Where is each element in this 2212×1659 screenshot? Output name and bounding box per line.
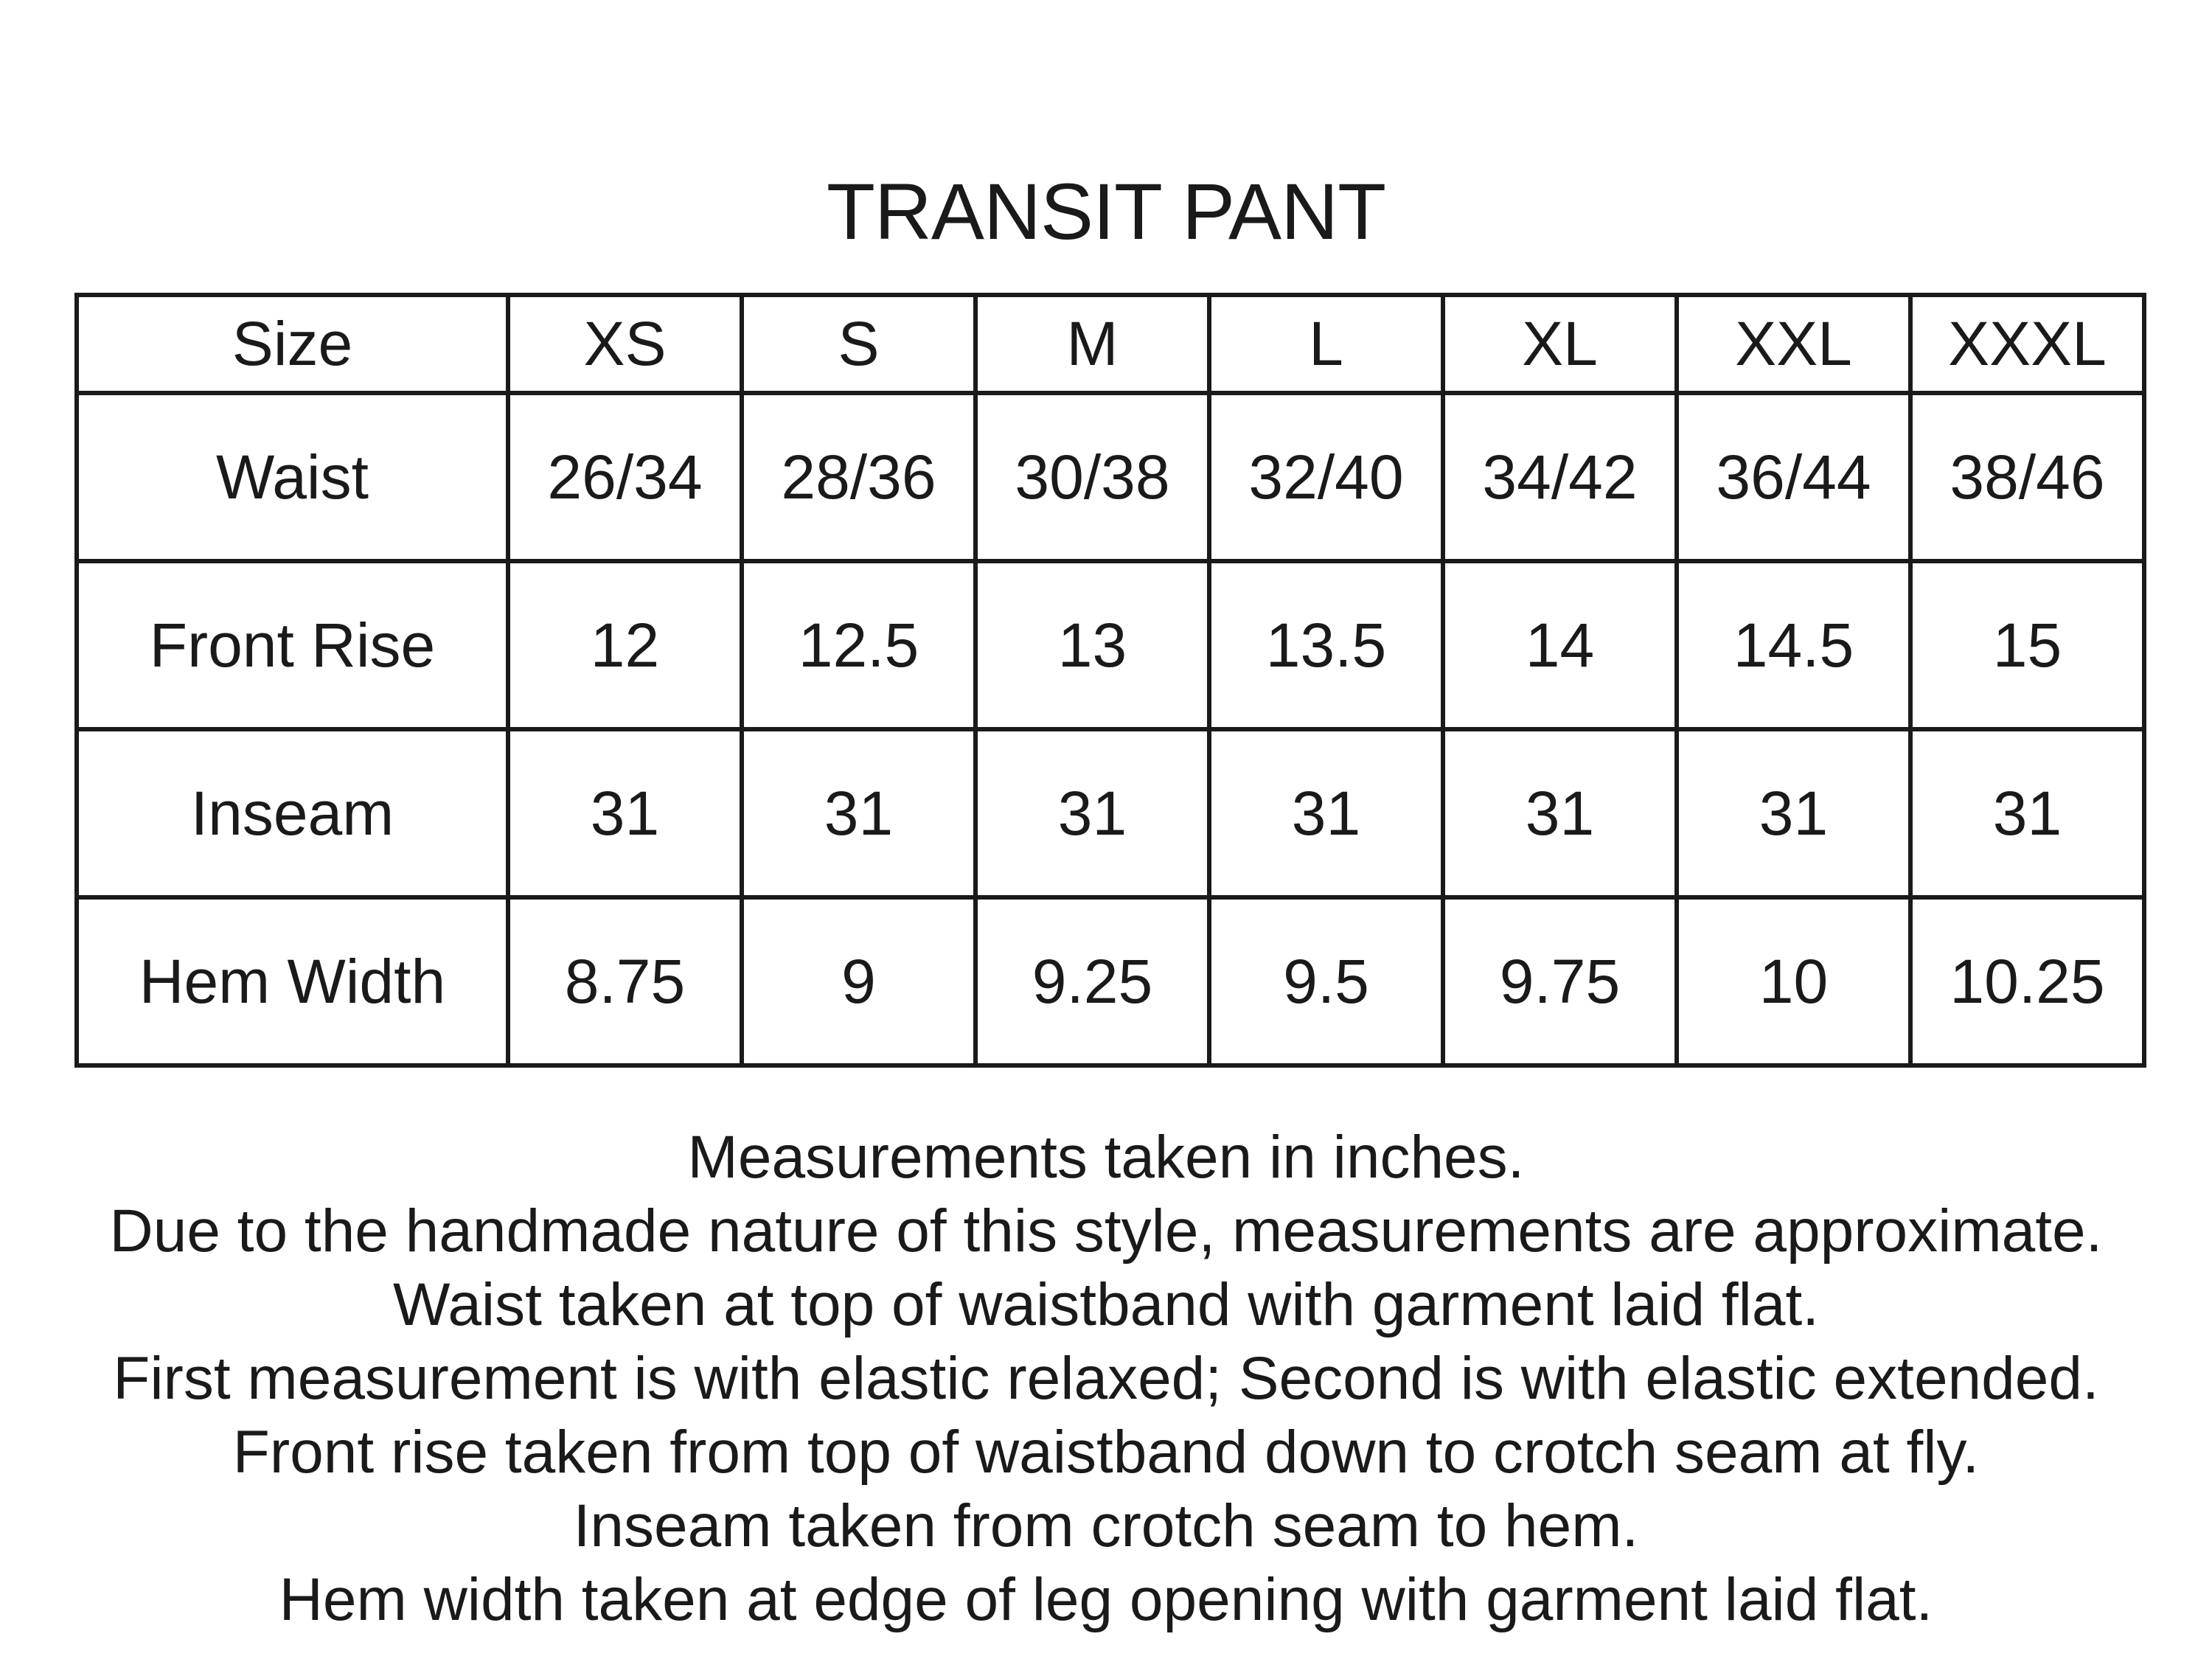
table-cell: 10 <box>1677 897 1910 1065</box>
size-header-cell: L <box>1209 295 1443 393</box>
table-cell: 14.5 <box>1677 561 1910 729</box>
table-cell: 9.5 <box>1209 897 1443 1065</box>
size-header-cell: S <box>742 295 975 393</box>
table-row-hem-width <box>77 897 2144 1065</box>
table-cell: 8.75 <box>508 897 742 1065</box>
table-cell: 12 <box>508 561 742 729</box>
size-header-label: Size <box>77 295 508 393</box>
table-cell: 26/34 <box>508 393 742 561</box>
table-cell: 9.75 <box>1443 897 1677 1065</box>
table-row-front-rise <box>77 561 2144 729</box>
table-cell: 31 <box>975 729 1209 897</box>
table-cell: 31 <box>742 729 975 897</box>
table-cell: 9 <box>742 897 975 1065</box>
table-header-row <box>77 295 2144 393</box>
table-cell: 10.25 <box>1910 897 2144 1065</box>
size-header-cell: XXXL <box>1910 295 2144 393</box>
note-line: Due to the handmade nature of this style, measurements are approximate. <box>109 1197 2103 1265</box>
table-cell: 13 <box>975 561 1209 729</box>
row-label: Waist <box>77 393 508 561</box>
row-label: Hem Width <box>77 897 508 1065</box>
table-cell: 31 <box>1910 729 2144 897</box>
note-line: Waist taken at top of waistband with garment laid flat. <box>392 1271 1820 1338</box>
table-cell: 31 <box>1209 729 1443 897</box>
note-line: First measurement is with elastic relaxed; Second is with elastic extended. <box>113 1345 2099 1412</box>
table-cell: 31 <box>1677 729 1910 897</box>
table-cell: 13.5 <box>1209 561 1443 729</box>
table-cell: 12.5 <box>742 561 975 729</box>
table-row-inseam <box>77 729 2144 897</box>
table-cell: 30/38 <box>975 393 1209 561</box>
table-cell: 15 <box>1910 561 2144 729</box>
note-line: Inseam taken from crotch seam to hem. <box>573 1492 1639 1559</box>
size-header-cell: XXL <box>1677 295 1910 393</box>
measurement-notes <box>0 1121 2212 1637</box>
note-line: Measurements taken in inches. <box>687 1124 1525 1191</box>
page-title: TRANSIT PANT <box>826 167 1386 257</box>
table-cell: 14 <box>1443 561 1677 729</box>
size-header-cell: XL <box>1443 295 1677 393</box>
table-cell: 31 <box>1443 729 1677 897</box>
table-cell: 31 <box>508 729 742 897</box>
table-cell: 38/46 <box>1910 393 2144 561</box>
size-chart-table <box>74 293 2146 1068</box>
table-cell: 32/40 <box>1209 393 1443 561</box>
table-row-waist <box>77 393 2144 561</box>
note-line: Hem width taken at edge of leg opening with garment laid flat. <box>279 1566 1933 1633</box>
table-cell: 9.25 <box>975 897 1209 1065</box>
row-label: Front Rise <box>77 561 508 729</box>
row-label: Inseam <box>77 729 508 897</box>
table-cell: 28/36 <box>742 393 975 561</box>
note-line: Front rise taken from top of waistband down to crotch seam at fly. <box>232 1419 1980 1486</box>
size-header-cell: XS <box>508 295 742 393</box>
table-cell: 36/44 <box>1677 393 1910 561</box>
size-header-cell: M <box>975 295 1209 393</box>
table-cell: 34/42 <box>1443 393 1677 561</box>
